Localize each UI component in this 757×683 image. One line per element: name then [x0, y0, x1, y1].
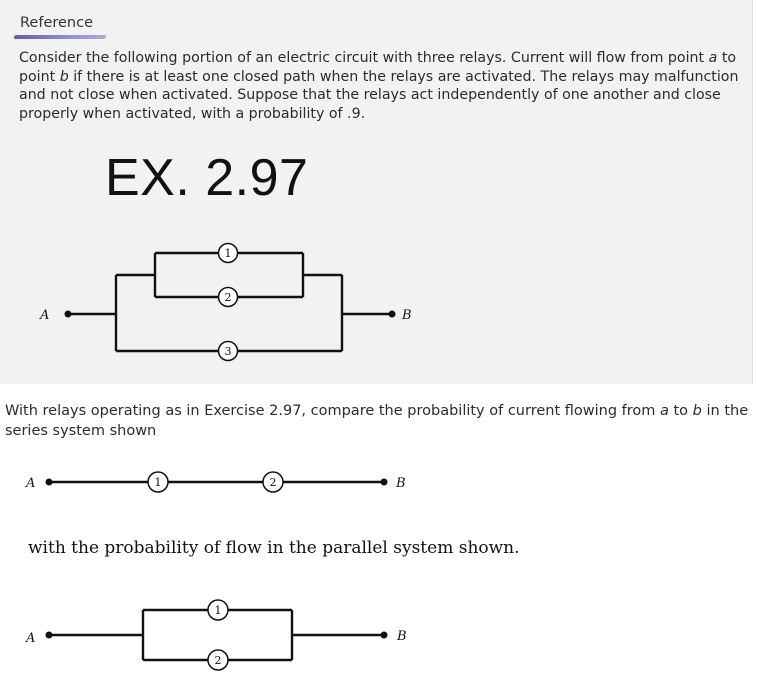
node-b-label: B	[402, 308, 412, 323]
relay-1-label: 1	[224, 247, 232, 260]
series-node-a-label: A	[26, 476, 36, 491]
series-relay-2-label: 2	[269, 476, 277, 489]
reference-title: Reference	[20, 15, 94, 31]
exercise-label: EX. 2.97	[105, 149, 309, 207]
series-node-b-dot	[381, 479, 388, 486]
parallel-intro-text: with the probability of flow in the parallel system shown.	[28, 538, 520, 558]
relay-2-label: 2	[224, 291, 232, 304]
parallel-relay-1-label: 1	[214, 604, 222, 617]
parallel-node-a-label: A	[26, 631, 36, 646]
series-relay-1-label: 1	[154, 476, 162, 489]
parallel-node-b-label: B	[397, 629, 407, 644]
series-relay-2	[263, 472, 283, 492]
parallel-node-b-dot	[381, 632, 388, 639]
relay-3-label: 3	[224, 345, 232, 358]
series-relay-1	[148, 472, 168, 492]
parallel-relay-2	[208, 650, 228, 670]
series-node-b-label: B	[396, 476, 406, 491]
question-text: With relays operating as in Exercise 2.97, compare the probability of current flowing from a to b in the series system shown	[5, 403, 749, 439]
parallel-relay-1	[208, 600, 228, 620]
reference-paragraph: Consider the following portion of an electric circuit with three relays. Current will flow from point a to point b if there is at least one closed path when the relays are activated. The relays may malfunction and not close when activated. Suppose that the relays act independently of one another and close properly when activated, with a probability of .9.	[19, 50, 739, 122]
node-a-label: A	[40, 308, 50, 323]
parallel-relay-2-label: 2	[214, 654, 222, 667]
